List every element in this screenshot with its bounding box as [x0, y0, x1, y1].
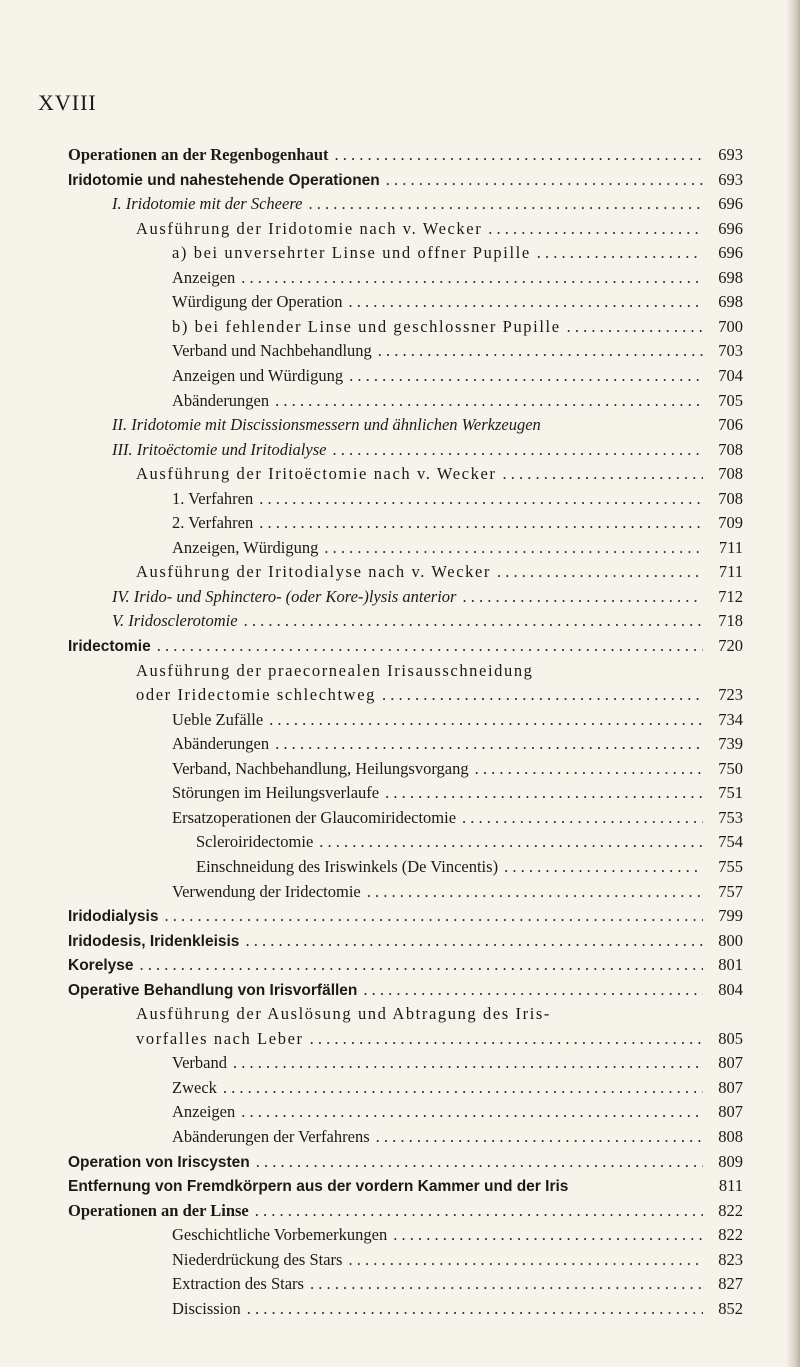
toc-entry-title: Operative Behandlung von Irisvorfällen: [68, 981, 358, 999]
toc-entry: [68, 1150, 743, 1174]
toc-entry-page: 720: [718, 636, 743, 655]
toc-entry-title: Ersatzoperationen der Glaucomiridectomie: [172, 807, 457, 827]
toc-entry-page: 696: [718, 218, 743, 238]
toc-entry-page: 809: [718, 1151, 743, 1171]
toc-entry: [68, 143, 743, 167]
toc-entry: [172, 1272, 743, 1296]
toc-entry-page: 755: [718, 856, 743, 876]
toc-entry-title: Ausführung der Iritodialyse nach v. Wecker: [136, 562, 491, 582]
dot-leader: [157, 634, 703, 658]
toc-entry-title: Abänderungen der Verfahrens: [172, 1127, 370, 1146]
toc-entry: [172, 241, 743, 265]
toc-entry: [172, 806, 743, 830]
toc-entry-title: Scleroiridectomie: [196, 832, 314, 852]
dot-leader: [462, 806, 703, 830]
dot-leader: [310, 1027, 703, 1051]
toc-entry-title: Extraction des Stars: [172, 1274, 304, 1294]
dot-leader: [367, 880, 703, 904]
dot-leader: [233, 1051, 703, 1075]
toc-entry-page: 801: [718, 955, 743, 975]
toc-entry: [196, 855, 743, 879]
toc-entry-title: Ausführung der Iridotomie nach v. Wecker: [136, 218, 483, 238]
toc-entry-page: 711: [718, 562, 743, 582]
dot-leader: [386, 168, 703, 192]
dot-leader: [504, 855, 703, 879]
toc-entry-title: Ausführung der praecornealen Irisausschneidung: [136, 660, 534, 680]
toc-entry: [68, 904, 743, 928]
toc-entry-page: 708: [718, 488, 743, 508]
toc-entry: [172, 389, 743, 413]
toc-entry-page: 704: [718, 365, 743, 385]
toc-entry-page: 696: [718, 194, 743, 214]
toc-entry: [136, 560, 743, 584]
dot-leader: [223, 1076, 703, 1100]
toc-entry-title: II. Iridotomie mit Discissionsmessern und ähnlichen Werkzeugen: [112, 415, 541, 435]
toc-entry-title: V. Iridosclerotomie: [112, 611, 238, 631]
toc-entry: [172, 536, 743, 560]
toc-entry-title: Operationen an der Regenbogenhaut: [68, 145, 329, 164]
toc-entry-page: 708: [718, 439, 743, 459]
dot-leader: [275, 732, 703, 756]
toc-entry-page: 753: [718, 807, 743, 827]
page-number-header: XVIII: [38, 90, 97, 115]
toc-entry: [112, 438, 743, 462]
toc-entry-page: 852: [718, 1298, 743, 1318]
toc-entry-title: Einschneidung des Iriswinkels (De Vincentis): [196, 856, 499, 876]
toc-entry: [172, 339, 743, 363]
toc-entry-page: 705: [718, 390, 743, 410]
toc-entry: [136, 217, 743, 241]
toc-entry-page: 712: [718, 586, 743, 606]
toc-entry: [68, 168, 743, 192]
toc-entry: [112, 609, 743, 633]
dot-leader: [319, 830, 703, 854]
toc-entry: [172, 880, 743, 904]
toc-entry-title: Störungen im Heilungsverlaufe: [172, 783, 380, 803]
toc-entry-title: Korelyse: [68, 957, 134, 975]
toc-entry: [172, 732, 743, 756]
toc-entry-title: Abänderungen: [172, 390, 270, 410]
dot-leader: [497, 560, 703, 584]
toc-entry: [68, 929, 743, 953]
dot-leader: [332, 438, 703, 462]
toc-entry-page: 751: [718, 783, 743, 803]
dot-leader: [310, 1272, 703, 1296]
toc-entry-title: vorfalles nach Leber: [136, 1028, 304, 1048]
toc-entry-title: Ausführung der Auslösung und Abtragung des Iris-: [136, 1004, 552, 1024]
toc-entry-title: I. Iridotomie mit der Scheere: [112, 194, 303, 214]
toc-entry-page: 808: [718, 1127, 743, 1146]
toc-entry: [172, 511, 743, 535]
toc-entry-title: a) bei unversehrter Linse und offner Pupille: [172, 243, 531, 263]
dot-leader: [308, 192, 703, 216]
dot-leader: [247, 1297, 703, 1321]
toc-entry-title: Ueble Zufälle: [172, 709, 264, 729]
dot-leader: [139, 953, 703, 977]
toc-entry-page: 811: [718, 1176, 743, 1196]
dot-leader: [502, 462, 703, 486]
toc-entry-title: Abänderungen: [172, 734, 270, 754]
toc-entry-title: Verwendung der Iridectomie: [172, 881, 361, 901]
page-edge: [786, 0, 800, 1367]
toc-entry-page: 693: [718, 169, 743, 189]
dot-leader: [385, 781, 703, 805]
dot-leader: [363, 978, 703, 1002]
toc-entry: [172, 1248, 743, 1272]
toc-entry-page: 696: [718, 243, 743, 263]
toc-entry-title: Zweck: [172, 1077, 217, 1097]
toc-entry: [112, 192, 743, 216]
toc-entry: [172, 266, 743, 290]
toc-entry-title: Anzeigen: [172, 267, 236, 287]
toc-entry-page: 723: [718, 685, 743, 705]
toc-entry: [136, 1002, 743, 1026]
toc-entry-page: 757: [718, 881, 743, 901]
toc-entry-page: 700: [718, 316, 743, 336]
toc-entry-page: 708: [718, 464, 743, 484]
dot-leader: [275, 389, 703, 413]
toc-entry-page: 703: [718, 341, 743, 361]
dot-leader: [255, 1199, 703, 1223]
toc-entry: [112, 413, 743, 437]
dot-leader: [324, 536, 703, 560]
dot-leader: [335, 143, 703, 167]
toc-entry-page: 734: [718, 709, 743, 729]
toc-entry-title: Iridectomie: [68, 638, 151, 655]
toc-entry: [172, 757, 743, 781]
toc-entry: [172, 290, 743, 314]
dot-leader: [378, 339, 703, 363]
toc-entry: [172, 1223, 743, 1247]
toc-entry-title: Verband und Nachbehandlung: [172, 341, 372, 361]
toc-entry-title: oder Iridectomie schlechtweg: [136, 685, 376, 705]
dot-leader: [376, 1125, 703, 1149]
toc-entry: [68, 978, 743, 1002]
toc-entry-page: 711: [718, 537, 743, 557]
toc-entry-page: 799: [718, 906, 743, 926]
toc-entry: [172, 364, 743, 388]
dot-leader: [241, 266, 703, 290]
toc-entry-page: 822: [718, 1225, 743, 1245]
toc-entry: [136, 462, 743, 486]
dot-leader: [259, 487, 703, 511]
dot-leader: [256, 1150, 703, 1174]
toc-entry: [68, 634, 743, 658]
toc-entry-page: 807: [718, 1053, 743, 1073]
toc-entry-page: 807: [718, 1102, 743, 1122]
toc-entry-title: Anzeigen, Würdigung: [172, 537, 319, 557]
toc-entry: [172, 1125, 743, 1149]
toc-entry-title: Discission: [172, 1298, 241, 1318]
toc-entry-title: Iridotomie und nahestehende Operationen: [68, 171, 380, 189]
toc-entry-title: Entfernung von Fremdkörpern aus der vordern Kammer und der Iris: [68, 1178, 569, 1196]
dot-leader: [537, 241, 703, 265]
dot-leader: [462, 585, 703, 609]
toc-entry-page: 739: [718, 734, 743, 754]
dot-leader: [382, 683, 703, 707]
toc-entry: [172, 487, 743, 511]
toc-entry: [172, 708, 743, 732]
dot-leader: [241, 1100, 703, 1124]
toc-entry-page: 698: [718, 292, 743, 312]
toc-entry-title: b) bei fehlender Linse und geschlossner Pupille: [172, 316, 561, 336]
toc-entry-page: 807: [718, 1077, 743, 1097]
dot-leader: [348, 290, 703, 314]
toc-entry: [172, 781, 743, 805]
toc-entry: [136, 1027, 743, 1051]
toc-entry-page: 709: [718, 513, 743, 533]
dot-leader: [245, 929, 703, 953]
toc-entry-page: 693: [718, 145, 743, 164]
toc-entry-title: 1. Verfahren: [172, 488, 254, 508]
toc-entry-title: III. Iritoëctomie und Iritodialyse: [112, 439, 327, 459]
toc-entry: [68, 1174, 743, 1198]
toc-entry-page: 750: [718, 758, 743, 778]
toc-entry: [112, 585, 743, 609]
toc-entry: [136, 683, 743, 707]
toc-entry-page: 800: [718, 930, 743, 950]
toc-entry-title: Iridodialysis: [68, 908, 159, 926]
toc-entry-title: 2. Verfahren: [172, 513, 254, 533]
toc-entry-title: IV. Irido- und Sphinctero- (oder Kore-)lysis anterior: [112, 586, 457, 606]
toc-entry: [68, 1199, 743, 1223]
toc-entry-title: Verband: [172, 1053, 227, 1073]
toc-entry-title: Operationen an der Linse: [68, 1200, 249, 1220]
toc-entry-page: 706: [718, 415, 743, 435]
toc-entry: [136, 659, 743, 683]
toc-entry: [172, 1297, 743, 1321]
dot-leader: [488, 217, 703, 241]
toc-entry-page: 804: [718, 979, 743, 999]
toc-entry: [68, 953, 743, 977]
dot-leader: [567, 315, 703, 339]
toc-entry-title: Niederdrückung des Stars: [172, 1249, 343, 1269]
dot-leader: [164, 904, 703, 928]
toc-entry: [172, 315, 743, 339]
toc-entry-page: 823: [718, 1249, 743, 1269]
toc-entry-title: Würdigung der Operation: [172, 292, 343, 312]
toc-entry-title: Operation von Iriscysten: [68, 1153, 250, 1171]
toc-entry-page: 718: [718, 611, 743, 631]
toc-entry-page: 805: [718, 1028, 743, 1048]
dot-leader: [269, 708, 703, 732]
dot-leader: [475, 757, 703, 781]
toc-entry-page: 822: [718, 1200, 743, 1220]
dot-leader: [244, 609, 703, 633]
toc-entry-title: Iridodesis, Iridenkleisis: [68, 932, 240, 950]
toc-entry-title: Anzeigen und Würdigung: [172, 365, 344, 385]
toc-entry-page: 698: [718, 267, 743, 287]
toc-entry-page: 754: [718, 832, 743, 852]
toc-entry-title: Anzeigen: [172, 1102, 236, 1122]
dot-leader: [259, 511, 703, 535]
toc-entry-page: 827: [718, 1274, 743, 1294]
toc-entry-title: Geschichtliche Vorbemerkungen: [172, 1225, 388, 1245]
toc-entry: [196, 830, 743, 854]
toc-entry-title: Verband, Nachbehandlung, Heilungsvorgang: [172, 758, 469, 778]
toc-entry-title: Ausführung der Iritoëctomie nach v. Wecker: [136, 464, 497, 484]
dot-leader: [348, 1248, 703, 1272]
dot-leader: [393, 1223, 703, 1247]
toc-entry: [172, 1100, 743, 1124]
toc-entry: [172, 1051, 743, 1075]
dot-leader: [349, 364, 703, 388]
toc-entry: [172, 1076, 743, 1100]
